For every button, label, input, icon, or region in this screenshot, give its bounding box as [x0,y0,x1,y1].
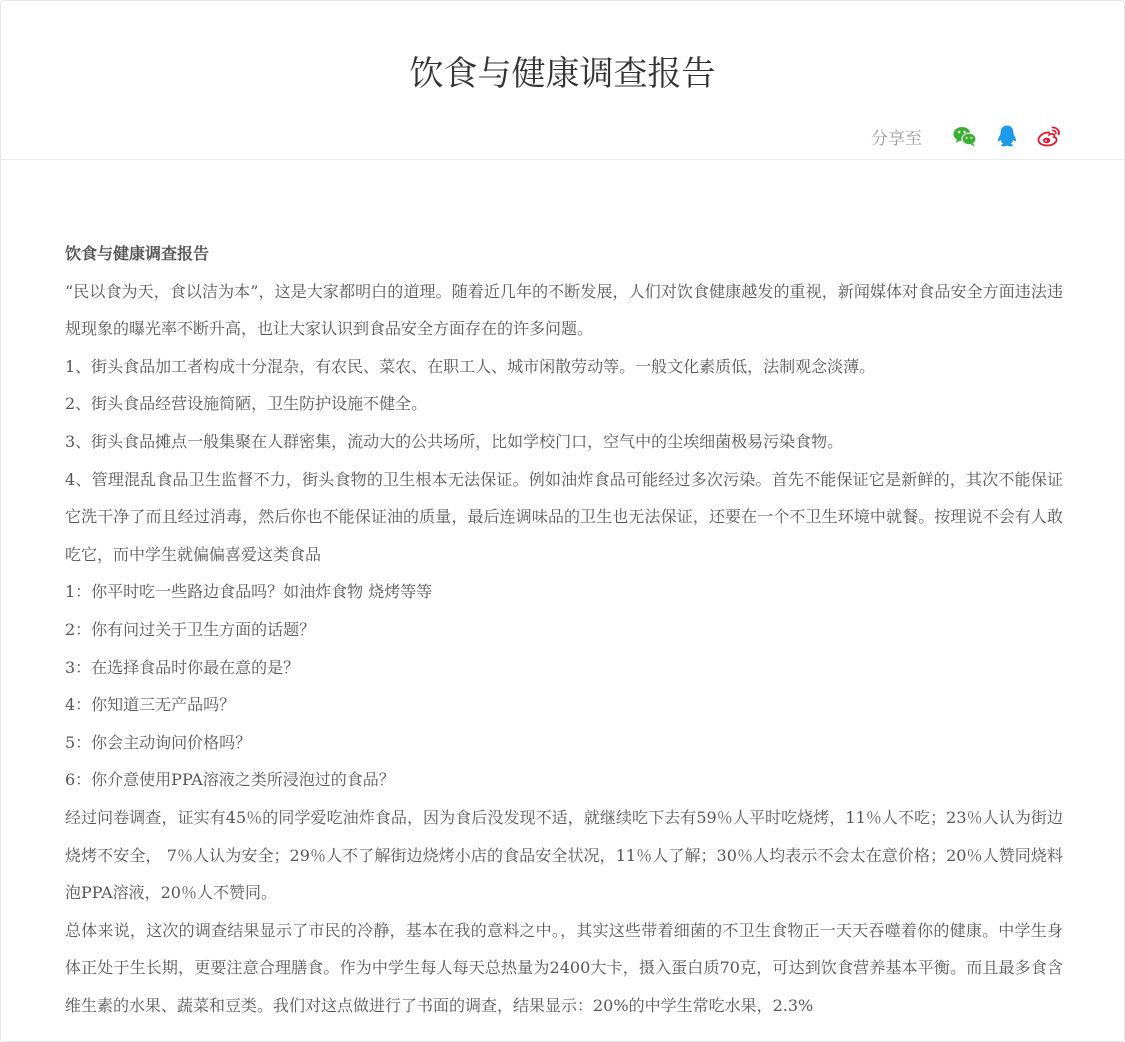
article-paragraph: “民以食为天，食以洁为本”，这是大家都明白的道理。随着近几年的不断发展，人们对饮食健康越发的重视，新闻媒体对食品安全方面违法违规现象的曝光率不断升高，也让大家认识到食品安全方面存在的许多问题。 [65,281,1063,339]
survey-question: 1：你平时吃一些路边食品吗？如油炸食物 烧烤等等 [65,582,433,602]
article-paragraph: 3、街头食品摊点一般集聚在人群密集，流动大的公共场所，比如学校门口，空气中的尘埃细菌极易污染食物。 [65,431,844,451]
article-paragraph: 1、街头食品加工者构成十分混杂，有农民、菜农、在职工人、城市闲散劳动等。一般文化素质低，法制观念淡薄。 [65,356,876,376]
survey-question: 6：你介意使用PPA溶液之类所浸泡过的食品？ [65,770,395,790]
article-paragraph: 4、管理混乱食品卫生监督不力，街头食物的卫生根本无法保证。例如油炸食品可能经过多次污染。首先不能保证它是新鲜的，其次不能保证它洗干净了而且经过消毒，然后你也不能保证油的质量，最后连调味品的卫生也无法保证，还要在一个不卫生环境中就餐。按理说不会有人敢吃它，而中学生就偏偏喜爱这类食品 [65,469,1063,564]
qq-icon[interactable] [994,123,1020,149]
page-title: 饮食与健康调查报告 [409,54,716,94]
survey-question: 5：你会主动询问价格吗？ [65,732,252,752]
article-paragraph: 总体来说，这次的调查结果显示了市民的冷静，基本在我的意料之中。，其实这些带着细菌的不卫生食物正一天天吞噬着你的健康。中学生身体正处于生长期，更要注意合理膳食。作为中学生每人每天总热量为2400大卡，摄入蛋白质70克，可达到饮食营养基本平衡。而且最多食含维生素的水果、蔬菜和豆类。我们对这点做进行了书面的调查，结果显示：20%的中学生常吃水果，2.3% [65,920,1063,1015]
survey-question: 4：你知道三无产品吗？ [65,695,236,715]
article-paragraph: 2、街头食品经营设施简陋，卫生防护设施不健全。 [65,394,428,414]
share-label: 分享至 [871,128,922,149]
article-header [1,1,1124,160]
article-paragraph: 经过问卷调查，证实有45％的同学爱吃油炸食品，因为食后没发现不适，就继续吃下去有59％人平时吃烧烤，11％人不吃；23％人认为街边烧烤不安全， 7％人认为安全；29％人不了解街边烧烤小店的食品安全状况，11％人了解；30％人均表示不会太在意价格；20％人赞同烧料泡PPA溶液，20％人不赞同。 [65,807,1063,903]
survey-question: 2：你有问过关于卫生方面的话题？ [65,619,316,639]
weibo-icon[interactable] [1036,123,1062,149]
share-bar [871,121,1062,151]
wechat-icon[interactable] [952,123,978,149]
survey-question: 3：在选择食品时你最在意的是？ [65,657,300,677]
article-body [65,235,1063,1024]
article-heading: 饮食与健康调查报告 [65,244,210,263]
